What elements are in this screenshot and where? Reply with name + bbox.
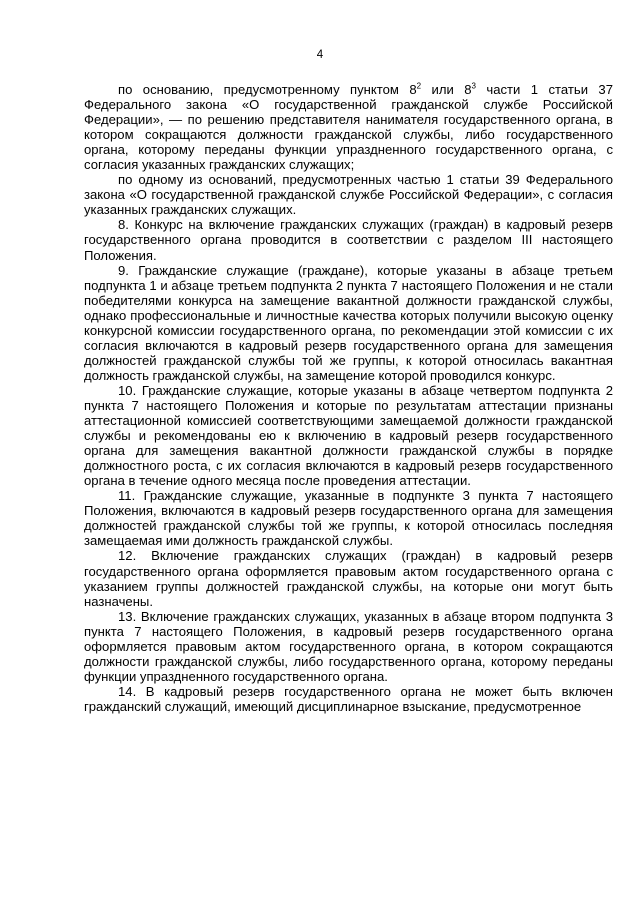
paragraph-text: по основанию, предусмотренному пунктом 8 <box>118 82 417 97</box>
paragraph-9: 9. Гражданские служащие (граждане), которые указаны в абзаце третьем подпункта 1 и абзаце третьем подпункта 2 пункта 7 настоящего Положения и не стали победителями конкурса на замещение вакантной должности гражданской службы, однако профессиональные и личностные качества которых получили высокую оценку конкурсной комиссии государственного органа, по рекомендации этой комиссии с их согласия включаются в кадровый резерв государственного органа для замещения должностей гражданской службы той же группы, к которой относилась вакантная должность гражданской службы, на замещение которой проводился конкурс. <box>84 262 613 383</box>
paragraph-8: 8. Конкурс на включение гражданских служащих (граждан) в кадровый резерв государственного органа проводится в соответствии с разделом III настоящего Положения. <box>84 217 613 263</box>
body-text <box>84 82 613 714</box>
superscript: 2 <box>416 81 422 91</box>
page-number: 4 <box>316 49 324 61</box>
paragraph-text: части 1 статьи 37 Федерального закона «О государственной гражданской службе Российской Федерации», — по решению представителя нанимателя государственного органа, в котором сокращаются должности гражданской службы, либо государственного органа, которому переданы функции упраздненного государственного органа, с согласия указанных гражданских служащих; <box>84 82 613 173</box>
paragraph-13: 13. Включение гражданских служащих, указанных в абзаце втором подпункта 3 пункта 7 настоящего Положения, в кадровый резерв государственного органа оформляется правовым актом государственного органа, в котором сокращаются должности гражданской службы, либо государственного органа, которому переданы функции упраздненного государственного органа. <box>84 608 613 684</box>
paragraph-14: 14. В кадровый резерв государственного органа не может быть включен гражданский служащий, имеющий дисциплинарное взыскание, предусмотренное <box>84 683 613 714</box>
paragraph-text: или 8 <box>421 82 472 97</box>
paragraph-10: 10. Гражданские служащие, которые указаны в абзаце четвертом подпункта 2 пункта 7 настоящего Положения и которые по результатам аттестации признаны аттестационной комиссией соответствующими замещаемой должности гражданской службы и рекомендованы ею к включению в кадровый резерв государственного органа для замещения вакантной должности гражданской службы в порядке должностного роста, с их согласия включаются в кадровый резерв государственного органа в течение одного месяца после проведения аттестации. <box>84 382 613 489</box>
paragraph-basis-8 <box>84 82 613 172</box>
paragraph-basis-39: по одному из оснований, предусмотренных частью 1 статьи 39 Федерального закона «О государственной гражданской службе Российской Федерации», с согласия указанных гражданских служащих. <box>84 172 613 218</box>
paragraph-11: 11. Гражданские служащие, указанные в подпункте 3 пункта 7 настоящего Положения, включаются в кадровый резерв государственного органа для замещения должностей гражданской службы той же группы, к которой относилась последняя замещаемая ими должность гражданской службы. <box>84 488 613 549</box>
superscript: 3 <box>471 81 476 91</box>
paragraph-12: 12. Включение гражданских служащих (граждан) в кадровый резерв государственного органа оформляется правовым актом государственного органа с указанием группы должностей гражданской службы, на которые они могут быть назначены. <box>84 548 613 609</box>
